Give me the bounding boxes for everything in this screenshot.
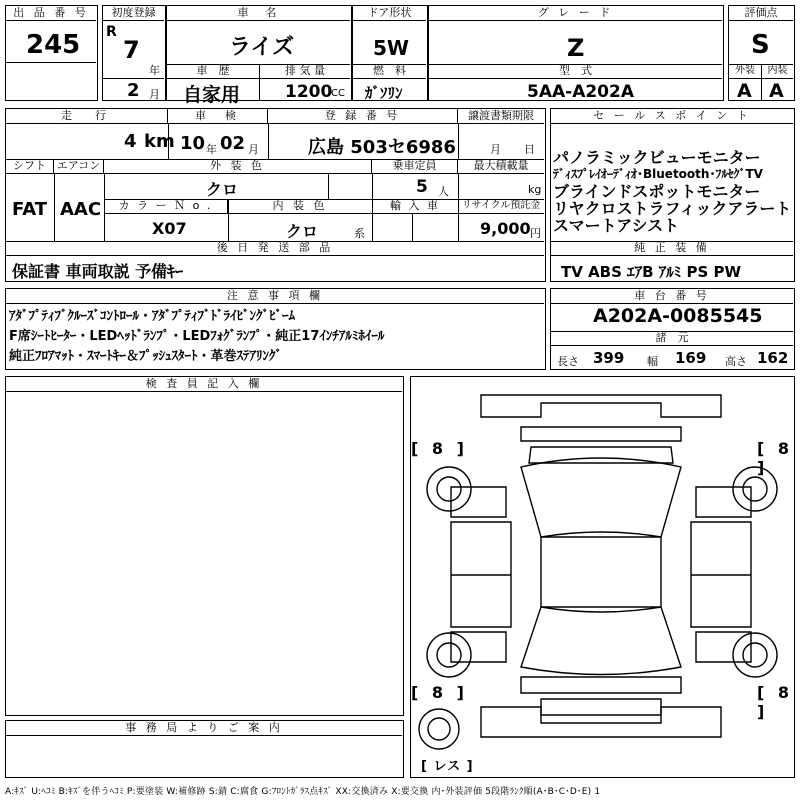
transfer-month-unit: 月 — [490, 143, 501, 156]
width: 169 — [675, 349, 707, 367]
spare-tire: [ レス ] — [421, 759, 474, 774]
displacement-label: 排 気 量 — [260, 64, 350, 79]
chassis-label: 車 台 番 号 — [551, 289, 793, 304]
sales-line: スマートアシスト — [553, 216, 680, 235]
sales-label: セ ー ル ス ポ イ ン ト — [551, 109, 793, 124]
length-label: 長さ — [557, 355, 579, 368]
door: 5W — [373, 36, 409, 60]
door-box — [352, 5, 428, 101]
insp-year: 10 — [180, 133, 206, 154]
max-load-unit: kg — [528, 183, 542, 196]
inspector-label: 検 査 員 記 入 欄 — [6, 377, 402, 392]
history-label: 車 歴 — [167, 64, 259, 79]
tread-rr: [ 8 ] — [757, 683, 794, 721]
capacity-unit: 人 — [438, 185, 449, 198]
model: 5AA-A202A — [527, 82, 634, 102]
spec-label: 諸 元 — [551, 331, 793, 346]
fuel: ｶﾞｿﾘﾝ — [365, 84, 403, 102]
door-label: ドア形状 — [353, 6, 426, 21]
note-line: F席ｼｰﾄﾋｰﾀｰ・LEDﾍｯﾄﾞﾗﾝﾌﾟ・LEDﾌｫｸﾞﾗﾝﾌﾟ・純正17ｲﾝﾁｱﾙﾐﾎｲｰﾙ — [9, 329, 385, 344]
score-box — [728, 5, 795, 101]
mileage-unit: km — [144, 131, 175, 152]
reg-year: 7 — [123, 36, 140, 64]
ac-label: エアコン — [54, 159, 104, 174]
insp-month-unit: 月 — [248, 143, 259, 156]
sales-line: リヤクロストラフィックアラート — [553, 199, 792, 218]
grade: Z — [567, 34, 585, 62]
first-reg-label: 初度登録 — [103, 6, 164, 21]
inspector-box — [5, 376, 404, 716]
chassis-box — [550, 288, 795, 370]
tread-fl: [ 8 ] — [411, 439, 468, 458]
sales-line: ブラインドスポットモニター — [553, 182, 761, 201]
tread-fr: [ 8 ] — [757, 439, 794, 477]
color-no-label: カ ラ ー Ｎ o . — [104, 199, 228, 214]
month-unit: 月 — [149, 88, 160, 101]
shift: FAT — [12, 199, 48, 220]
history: 自家用 — [183, 84, 241, 106]
year-unit: 年 — [149, 64, 160, 77]
recycle: 9,000 — [480, 219, 531, 238]
later-label: 後 日 発 送 部 品 — [6, 241, 544, 256]
displacement: 1200 — [285, 82, 333, 102]
model-label: 型 式 — [429, 64, 722, 79]
equip-label: 純 正 装 備 — [551, 241, 793, 256]
score-label: 評価点 — [729, 6, 793, 21]
inspection-label: 車 検 — [168, 109, 268, 124]
first-reg-box — [102, 5, 166, 101]
ext-color-label: 外 装 色 — [104, 159, 372, 174]
fuel-label: 燃 料 — [353, 64, 426, 79]
height-label: 高さ — [725, 355, 747, 368]
grade-box — [428, 5, 724, 101]
vehicle-info-box — [5, 108, 546, 282]
color-no: X07 — [152, 219, 187, 238]
notes-label: 注 意 事 項 欄 — [6, 289, 544, 304]
equip: TV ABS ｴｱB ｱﾙﾐ PS PW — [561, 263, 742, 281]
sales-lines — [553, 149, 793, 234]
score: S — [751, 30, 770, 60]
exterior-label: 外装 — [729, 64, 761, 79]
import-label: 輸 入 車 — [372, 199, 458, 214]
int-color-unit: 系 — [354, 227, 365, 240]
office-box — [5, 720, 404, 778]
capacity: 5 — [416, 177, 428, 197]
lot-number: 245 — [26, 30, 81, 60]
mileage-label: 走 行 — [6, 109, 168, 124]
interior-score: A — [769, 80, 784, 102]
sales-line: ﾃﾞｨｽﾌﾟﾚｲｵｰﾃﾞｨｵ･Bluetooth･ﾌﾙｾｸﾞTV — [553, 167, 763, 181]
later-items: 保証書 車両取説 予備ｷｰ — [12, 262, 184, 281]
tread-rl: [ 8 ] — [411, 683, 468, 702]
insp-month: 02 — [220, 133, 246, 154]
length: 399 — [593, 349, 625, 367]
int-color-label: 内 装 色 — [228, 199, 372, 214]
lot-box — [5, 5, 98, 101]
shift-label: シフト — [6, 159, 54, 174]
ac: AAC — [60, 199, 102, 220]
capacity-label: 乗車定員 — [372, 159, 458, 174]
reg-label: 登 録 番 号 — [268, 109, 458, 124]
transfer-day-unit: 日 — [524, 143, 535, 156]
reg-number: 広島 503セ6986 — [308, 137, 456, 158]
exterior-score: A — [737, 80, 752, 102]
grade-label: グ レ ー ド — [429, 6, 722, 21]
reg-month: 2 — [127, 80, 140, 101]
transfer-label: 譲渡書類期限 — [458, 109, 544, 124]
insp-year-unit: 年 — [206, 143, 217, 156]
lot-label: 出 品 番 号 — [6, 6, 96, 21]
car-diagram — [411, 377, 793, 776]
max-load-label: 最大積載量 — [458, 159, 544, 174]
int-color: クロ — [286, 222, 319, 241]
office-label: 事 務 局 よ り ご 案 内 — [6, 721, 402, 736]
notes-box — [5, 288, 546, 370]
ext-color: クロ — [206, 180, 239, 199]
car-name-box — [166, 5, 352, 106]
car-name: ライズ — [229, 35, 295, 60]
car-name-label: 車 名 — [167, 6, 350, 21]
note-line: 純正ﾌﾛｱﾏｯﾄ・ｽﾏｰﾄｷｰ＆ﾌﾟｯｼｭｽﾀｰﾄ・革巻ｽﾃｱﾘﾝｸﾞ — [9, 349, 283, 364]
era: R — [106, 24, 117, 40]
sales-line: パノラミックビューモニター — [553, 148, 761, 167]
notes-lines — [9, 307, 384, 367]
diagram-box — [410, 376, 795, 778]
displacement-unit: CC — [331, 88, 345, 99]
interior-label: 内装 — [762, 64, 793, 79]
legend-footer: A:ｷｽﾞ U:ﾍｺﾐ B:ｷｽﾞを伴うﾍｺﾐ P:要塗装 W:補修跡 S:錆 C:腐食 G:ﾌﾛﾝﾄｶﾞﾗｽ点ｷｽﾞ XX:交換済み X:要交換 内･外装評価 5段階ﾗﾝｸ順(A･B･C･D･E) 1 — [5, 787, 601, 797]
sales-box — [550, 108, 795, 282]
mileage: 4 — [124, 131, 137, 152]
chassis-number: A202A-0085545 — [593, 305, 763, 327]
recycle-unit: 円 — [530, 227, 541, 240]
height: 162 — [757, 349, 789, 367]
width-label: 幅 — [647, 355, 658, 368]
recycle-label: リサイクル預託金 — [458, 199, 544, 214]
note-line: ｱﾀﾞﾌﾟﾃｨﾌﾞｸﾙｰｽﾞｺﾝﾄﾛｰﾙ・ｱﾀﾞﾌﾟﾃｨﾌﾞﾄﾞﾗｲﾋﾞﾝｸﾞﾋﾞｰﾑ — [9, 309, 295, 324]
